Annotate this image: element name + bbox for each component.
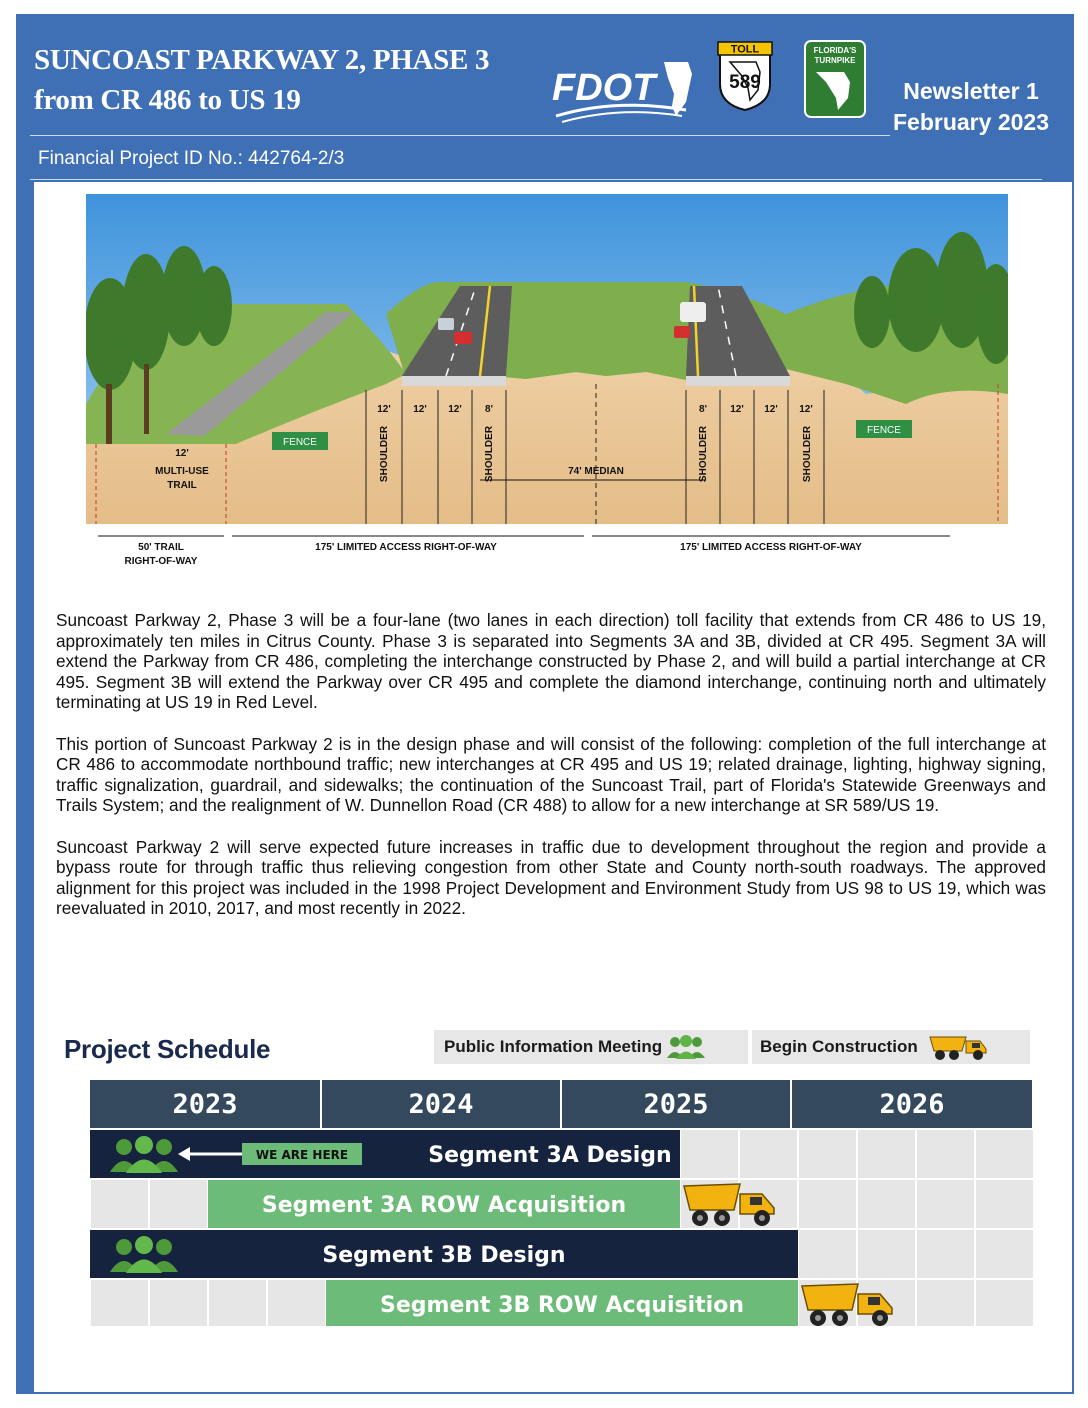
shoulder-label: SHOULDER: [379, 425, 390, 483]
schedule-cell: [917, 1230, 974, 1278]
toll-label: TOLL: [730, 43, 760, 56]
people-group-icon: [666, 1034, 706, 1060]
row-label-left: 175' LIMITED ACCESS RIGHT-OF-WAY: [315, 542, 497, 553]
lane-width-label: 12': [413, 404, 427, 415]
paragraph: This portion of Suncoast Parkway 2 is in the design phase and will consist of the following: completion of the full interchange at CR 486 to accommodate northbound traffic; new interchanges at CR 495 and US 19; related drainage, lighting, highway signing, traffic signalization, guardrail, and sidewalks; the continuation of the Suncoast Trail, part of Florida's Statewide Greenways and Trails System; and the realignment of W. Dunnellon Road (CR 488) to allow for a new interchange at SR 589/US 19.: [56, 733, 1046, 816]
schedule-cell: [150, 1280, 207, 1326]
legend-meeting-label: Public Information Meeting: [444, 1037, 663, 1056]
schedule-legend: [434, 1030, 1030, 1064]
fence-label: FENCE: [867, 425, 901, 436]
schedule-cell: [268, 1280, 325, 1326]
schedule-bar-label: Segment 3A ROW Acquisition: [261, 1193, 627, 1218]
fdot-logo: [546, 54, 696, 126]
typical-section-illustration: [86, 194, 1008, 574]
schedule-cell: [91, 1180, 148, 1228]
lane-width-label: 12': [799, 404, 813, 415]
schedule-grid: [90, 1080, 1034, 1326]
shoulder-label: SHOULDER: [802, 425, 813, 483]
legend-divider: [748, 1030, 752, 1064]
shoulder-label: SHOULDER: [484, 425, 495, 483]
turnpike-label-line1: FLORIDA'S: [813, 46, 857, 55]
lane-width-label: 8': [485, 404, 493, 415]
schedule-cell: [976, 1280, 1033, 1326]
schedule-cell: [681, 1130, 738, 1178]
shoulder-label: SHOULDER: [698, 425, 709, 483]
newsletter-date: February 2023: [893, 109, 1049, 135]
schedule-cell: [917, 1280, 974, 1326]
header-divider: [30, 179, 1042, 180]
lane-width-label: 12': [730, 404, 744, 415]
schedule-cell: [799, 1230, 856, 1278]
page-subtitle: from CR 486 to US 19: [34, 84, 301, 116]
schedule-cell: [976, 1130, 1033, 1178]
content-area: [34, 182, 1072, 1392]
header-divider: [30, 135, 890, 136]
median-label: 74' MEDIAN: [568, 466, 624, 477]
year-label: 2025: [643, 1089, 709, 1120]
year-label: 2024: [408, 1089, 474, 1120]
schedule-cell: [150, 1180, 207, 1228]
florida-turnpike-logo: [804, 40, 866, 118]
fdot-logo-text: FDOT: [552, 67, 656, 109]
financial-project-id: Financial Project ID No.: 442764-2/3: [38, 148, 345, 169]
schedule-bar-label: Segment 3A Design: [428, 1143, 672, 1168]
lane-width-label: 12': [377, 404, 391, 415]
lane-width-label: 12': [764, 404, 778, 415]
row-label-right: 175' LIMITED ACCESS RIGHT-OF-WAY: [680, 542, 862, 553]
newsletter-header: [16, 14, 1074, 192]
legend-meeting: [444, 1030, 706, 1064]
lane-width-label: 8': [699, 404, 707, 415]
schedule-cell: [858, 1180, 915, 1228]
right-of-way-strip: [86, 524, 1008, 574]
schedule-cell: [976, 1230, 1033, 1278]
dump-truck-icon: [928, 1033, 990, 1061]
schedule-bar-label: Segment 3B Design: [322, 1243, 566, 1268]
fence-label: FENCE: [283, 437, 317, 448]
schedule-cell: [917, 1130, 974, 1178]
year-label: 2026: [879, 1089, 945, 1120]
we-are-here-label: WE ARE HERE: [255, 1148, 349, 1162]
newsletter-issue: [886, 76, 1056, 138]
newsletter-number: Newsletter 1: [903, 78, 1039, 104]
schedule-cell: [209, 1280, 266, 1326]
page-title: SUNCOAST PARKWAY 2, PHASE 3: [34, 44, 490, 76]
schedule-bar-label: Segment 3B ROW Acquisition: [380, 1293, 744, 1318]
year-label: 2023: [172, 1089, 238, 1120]
lane-width-label: 12': [448, 404, 462, 415]
legend-construction: [760, 1030, 990, 1064]
schedule-title: Project Schedule: [64, 1034, 271, 1064]
trail-row-label: 50' TRAIL: [138, 542, 184, 553]
schedule-cell: [858, 1230, 915, 1278]
paragraph: Suncoast Parkway 2, Phase 3 will be a four-lane (two lanes in each direction) toll facility that extends from CR 486 to US 19, approximately ten miles in Citrus County. Phase 3 is separated into Segments 3A and 3B, divided at CR 495. Segment 3A will extend the Parkway from CR 486, completing the interchange constructed by Phase 2, and will build a partial interchange at CR 495. Segment 3B will extend the Parkway over CR 495 and complete the diamond interchange, continuing north and ultimately terminating at US 19 in Red Level.: [56, 610, 1046, 713]
toll-route-number: 589: [729, 72, 761, 93]
toll-589-shield-icon: [716, 40, 774, 112]
trail-label: MULTI-USE: [155, 466, 209, 477]
page-frame: [16, 14, 1074, 1394]
schedule-cell: [91, 1280, 148, 1326]
turnpike-label-line2: TURNPIKE: [814, 56, 856, 65]
schedule-cell: [740, 1130, 797, 1178]
schedule-cell: [799, 1180, 856, 1228]
trail-label: TRAIL: [167, 480, 197, 491]
legend-construction-label: Begin Construction: [760, 1037, 918, 1056]
schedule-cell: [917, 1180, 974, 1228]
trail-width-label: 12': [175, 448, 189, 459]
article-body: [56, 610, 1046, 940]
trail-row-label: RIGHT-OF-WAY: [124, 556, 198, 567]
schedule-cell: [858, 1130, 915, 1178]
schedule-cell: [799, 1130, 856, 1178]
paragraph: Suncoast Parkway 2 will serve expected future increases in traffic due to development throughout the region and provide a bypass route for through traffic thus relieving congestion from other State and County north-south roadways. The approved alignment for this project was included in the 1998 Project Development and Environment Study from US 98 to US 19, which was reevaluated in 2010, 2017, and most recently in 2022.: [56, 836, 1046, 919]
schedule-cell: [976, 1180, 1033, 1228]
